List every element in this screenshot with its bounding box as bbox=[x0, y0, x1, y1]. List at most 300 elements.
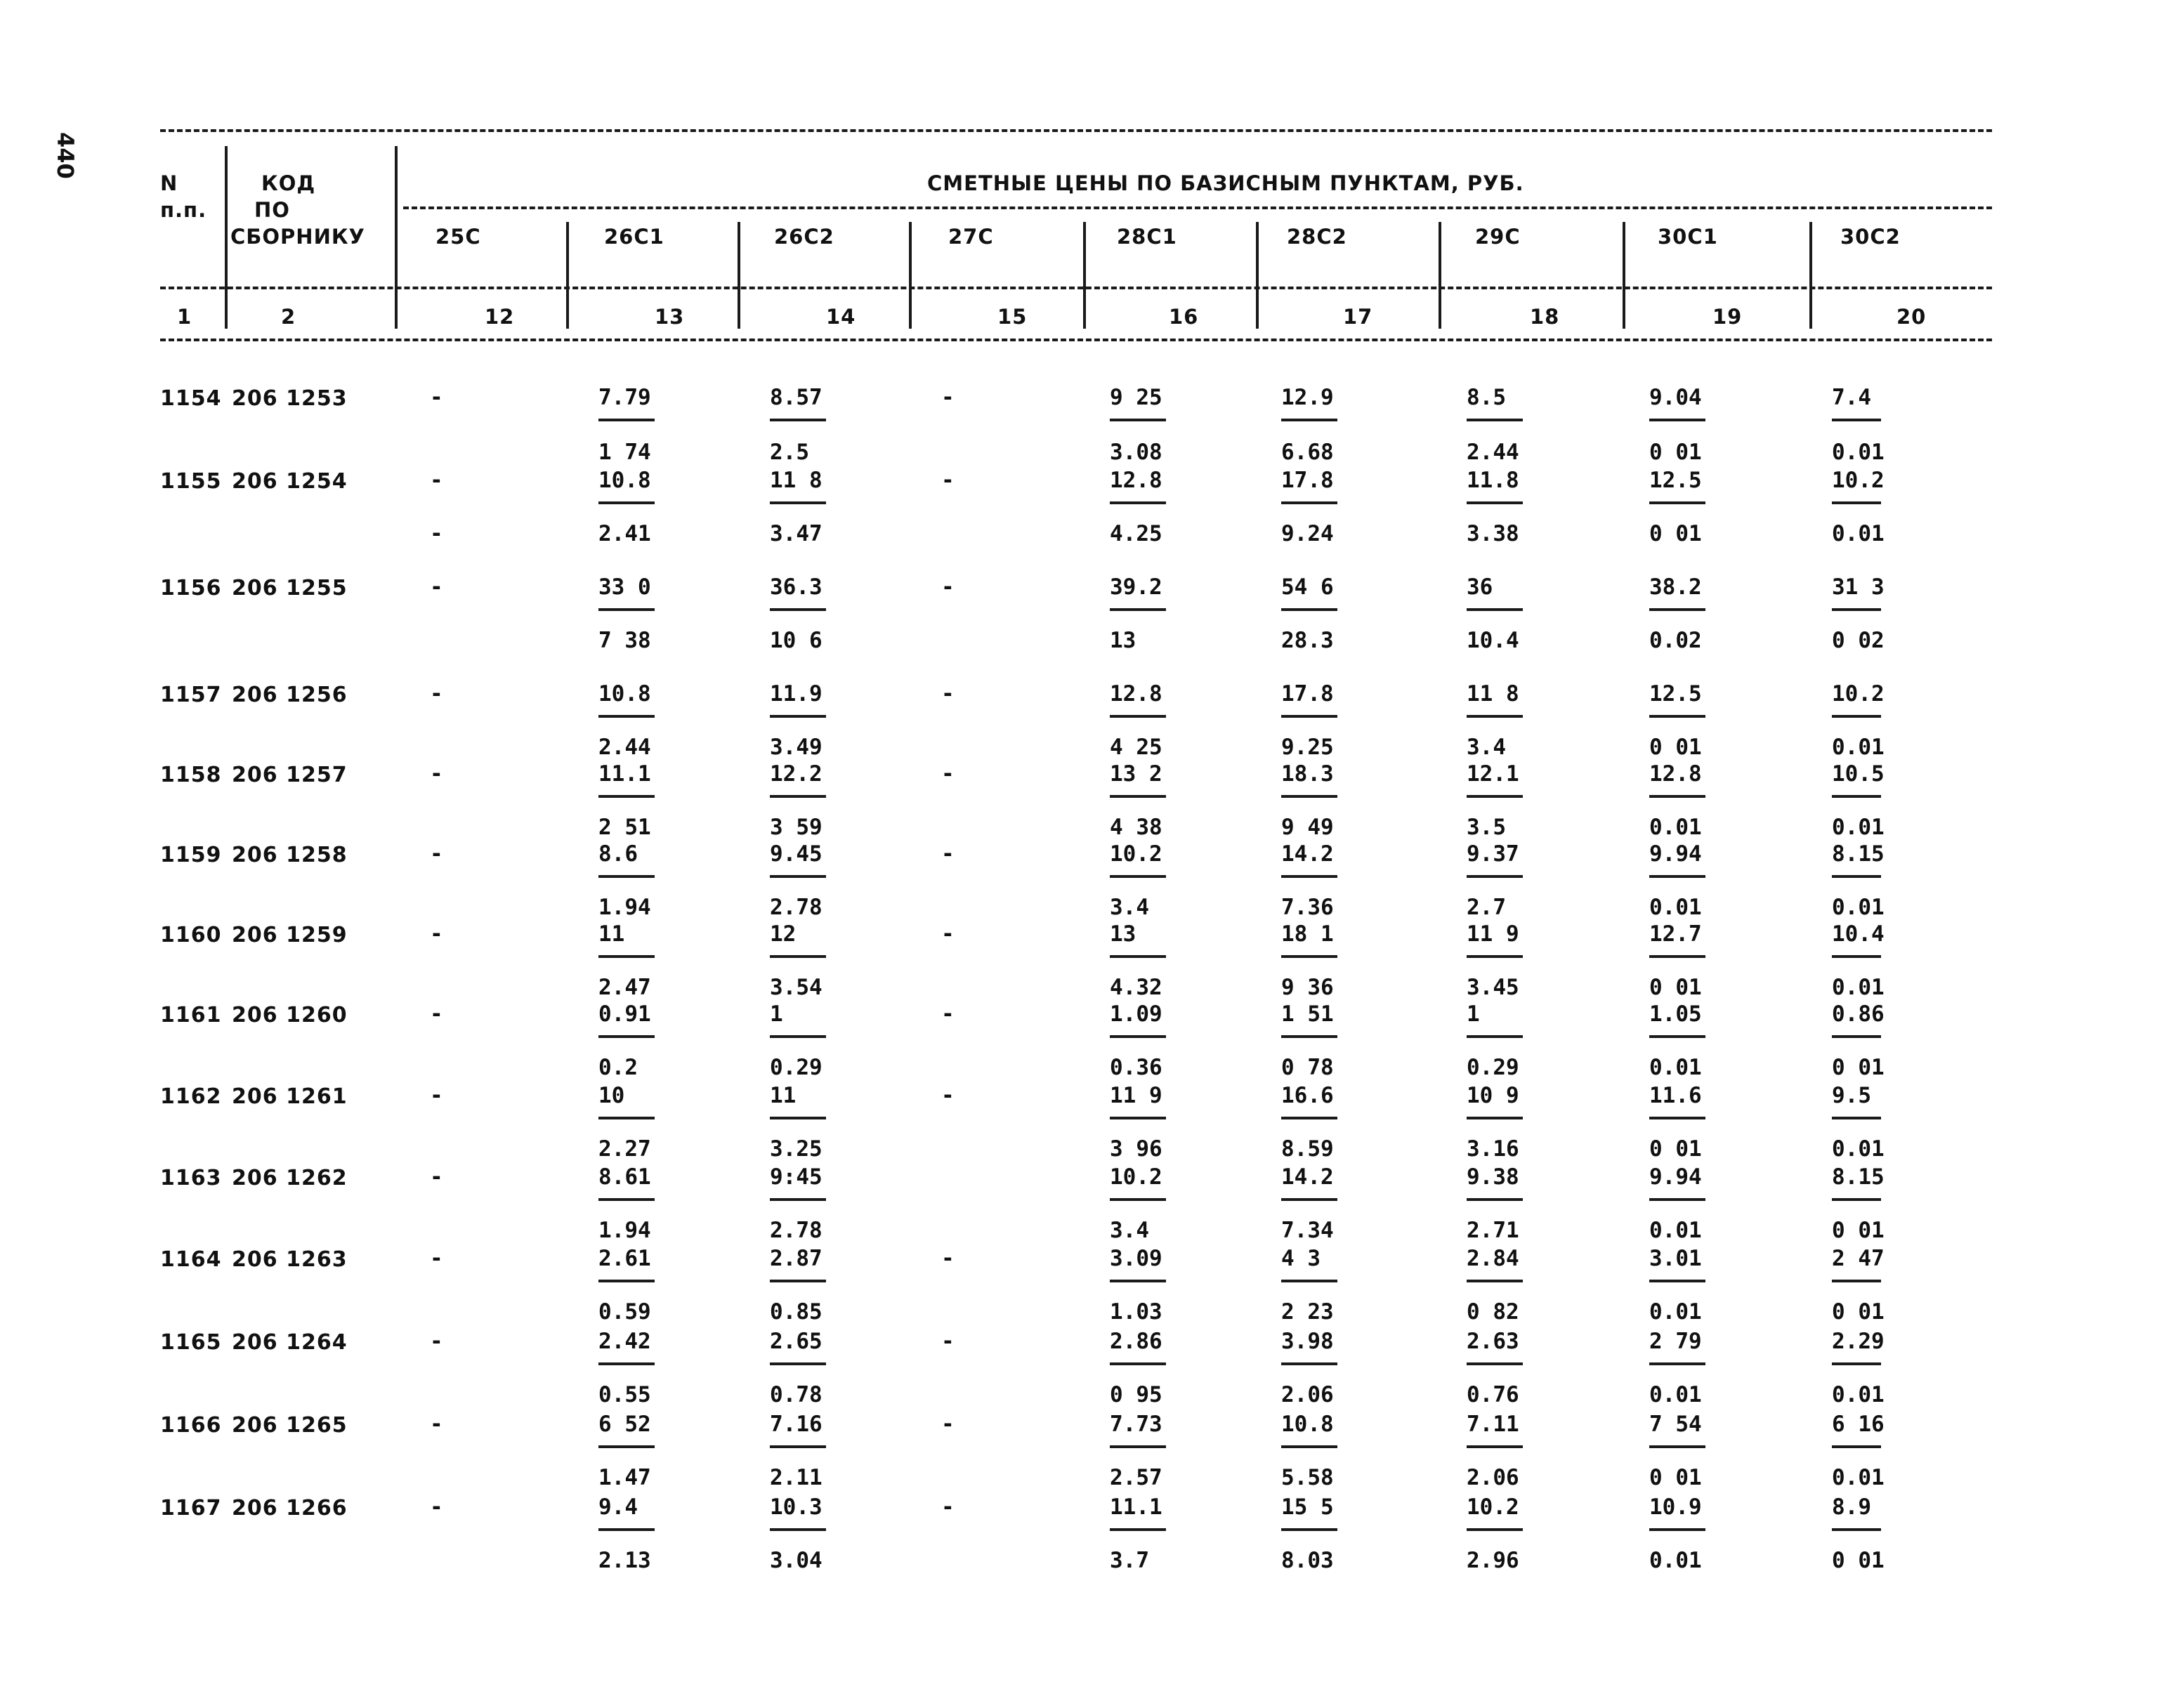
kod-label: КОД bbox=[261, 171, 316, 195]
column-divider bbox=[1623, 222, 1625, 329]
fraction-line bbox=[770, 1528, 826, 1531]
denominator-value: 2.78 bbox=[770, 895, 823, 920]
fraction-line bbox=[1467, 501, 1523, 504]
row-number: 1167 bbox=[160, 1496, 222, 1520]
fraction-line bbox=[1467, 1117, 1523, 1119]
fraction-line bbox=[1467, 1035, 1523, 1038]
fraction-line bbox=[1467, 419, 1523, 421]
fraction-line bbox=[1832, 608, 1881, 611]
fraction-line bbox=[598, 1362, 655, 1365]
column-header: 26С1 bbox=[604, 225, 664, 249]
numerator-value: 2.61 bbox=[598, 1246, 651, 1271]
dash-27c: - bbox=[941, 1412, 955, 1437]
denominator-value: 7.36 bbox=[1281, 895, 1334, 920]
denominator-value: 9 36 bbox=[1281, 975, 1334, 1000]
fraction-line bbox=[598, 875, 655, 878]
fraction-line bbox=[1281, 1280, 1337, 1282]
denominator-value: 0.01 bbox=[1649, 1055, 1702, 1080]
denominator-value: 0.02 bbox=[1649, 628, 1702, 653]
numerator-value: 33 0 bbox=[598, 574, 651, 600]
n-label: N bbox=[160, 171, 178, 195]
dash-27c: - bbox=[941, 1494, 955, 1520]
denominator-value: 2.47 bbox=[598, 975, 651, 1000]
fraction-line bbox=[1832, 875, 1881, 878]
row-number: 1160 bbox=[160, 923, 222, 947]
fraction-line bbox=[770, 795, 826, 798]
column-header: 29С bbox=[1475, 225, 1521, 249]
fraction-line bbox=[1649, 1362, 1705, 1365]
denominator-value: 3.47 bbox=[770, 521, 823, 546]
row-number: 1162 bbox=[160, 1084, 222, 1109]
dash-27c: - bbox=[941, 1246, 955, 1271]
fraction-line bbox=[770, 1445, 826, 1448]
numerator-value: 11.1 bbox=[598, 761, 651, 787]
numerator-value: 10.2 bbox=[1467, 1494, 1519, 1520]
row-number: 1155 bbox=[160, 469, 222, 494]
row-code: 206 1264 bbox=[232, 1330, 348, 1355]
numerator-value: 10 9 bbox=[1467, 1083, 1519, 1108]
numerator-value: 10.2 bbox=[1110, 841, 1162, 867]
numerator-value: 13 bbox=[1110, 921, 1136, 947]
numerator-value: 2 79 bbox=[1649, 1329, 1702, 1354]
numerator-value: 10 bbox=[598, 1083, 625, 1108]
fraction-line bbox=[1467, 715, 1523, 718]
row-code: 206 1259 bbox=[232, 923, 348, 947]
fraction-line bbox=[598, 1528, 655, 1531]
numerator-value: 36 bbox=[1467, 574, 1493, 600]
fraction-line bbox=[1832, 715, 1881, 718]
fraction-line bbox=[598, 1445, 655, 1448]
row-number: 1159 bbox=[160, 843, 222, 867]
numerator-value: 8.6 bbox=[598, 841, 638, 867]
fraction-line bbox=[770, 875, 826, 878]
denominator-value: 9.25 bbox=[1281, 735, 1334, 760]
column-divider bbox=[1083, 222, 1086, 329]
denominator-value: 2.7 bbox=[1467, 895, 1506, 920]
fraction-line bbox=[1281, 955, 1337, 958]
fraction-line bbox=[1110, 1528, 1166, 1531]
denominator-value: 3.04 bbox=[770, 1548, 823, 1573]
numerator-value: 6 16 bbox=[1832, 1412, 1885, 1437]
dash-25c: - bbox=[430, 385, 443, 410]
numerator-value: 10.2 bbox=[1832, 468, 1885, 493]
fraction-line bbox=[1110, 955, 1166, 958]
fraction-line bbox=[1832, 1280, 1881, 1282]
numerator-value: 11.6 bbox=[1649, 1083, 1702, 1108]
denominator-value: 3.25 bbox=[770, 1136, 823, 1162]
row-code: 206 1266 bbox=[232, 1496, 348, 1520]
numerator-value: 11 8 bbox=[1467, 681, 1519, 707]
denominator-value: 0.01 bbox=[1832, 975, 1885, 1000]
row-number: 1165 bbox=[160, 1330, 222, 1355]
row-code: 206 1263 bbox=[232, 1247, 348, 1272]
numerator-value: 12.1 bbox=[1467, 761, 1519, 787]
denominator-value: 3.5 bbox=[1467, 815, 1506, 840]
numerator-value: 7.79 bbox=[598, 385, 651, 410]
denominator-value: 0.29 bbox=[770, 1055, 823, 1080]
denominator-value: 0.01 bbox=[1649, 895, 1702, 920]
numerator-value: 2 47 bbox=[1832, 1246, 1885, 1271]
denominator-value: 0.01 bbox=[1832, 521, 1885, 546]
fraction-line bbox=[1467, 1528, 1523, 1531]
fraction-line bbox=[1110, 795, 1166, 798]
denominator-value: 3.08 bbox=[1110, 440, 1162, 465]
fraction-line bbox=[1649, 1445, 1705, 1448]
fraction-line bbox=[1110, 875, 1166, 878]
column-header: 30С1 bbox=[1658, 225, 1718, 249]
denominator-value: 3.4 bbox=[1110, 1218, 1149, 1243]
denominator-value: 0.01 bbox=[1649, 815, 1702, 840]
denominator-value: 2 23 bbox=[1281, 1299, 1334, 1325]
denominator-value: 1.94 bbox=[598, 895, 651, 920]
numerator-value: 12 bbox=[770, 921, 797, 947]
column-number: 18 bbox=[1530, 305, 1560, 329]
denominator-value: 0.76 bbox=[1467, 1382, 1519, 1407]
row-code: 206 1258 bbox=[232, 843, 348, 867]
denominator-value: 0.01 bbox=[1832, 1465, 1885, 1490]
fraction-line bbox=[1832, 1362, 1881, 1365]
fraction-line bbox=[1110, 501, 1166, 504]
column-divider bbox=[566, 222, 569, 329]
column-header: 28С2 bbox=[1287, 225, 1347, 249]
numerator-value: 0.91 bbox=[598, 1001, 651, 1027]
numerator-value: 12.8 bbox=[1649, 761, 1702, 787]
numerator-value: 1 51 bbox=[1281, 1001, 1334, 1027]
fraction-line bbox=[598, 501, 655, 504]
denominator-value: 3.4 bbox=[1467, 735, 1506, 760]
pp-label: п.п. bbox=[160, 198, 207, 222]
numerator-value: 9.94 bbox=[1649, 841, 1702, 867]
column-header: 30С2 bbox=[1840, 225, 1901, 249]
column-header: 27С bbox=[948, 225, 994, 249]
numerator-value: 8.15 bbox=[1832, 841, 1885, 867]
dash-25c-bottom: - bbox=[430, 521, 443, 546]
numerator-value: 8.57 bbox=[770, 385, 823, 410]
column-divider bbox=[738, 222, 740, 329]
fraction-line bbox=[1281, 608, 1337, 611]
denominator-value: 5.58 bbox=[1281, 1465, 1334, 1490]
numerator-value: 2.65 bbox=[770, 1329, 823, 1354]
denominator-value: 2.13 bbox=[598, 1548, 651, 1573]
denominator-value: 2.06 bbox=[1281, 1382, 1334, 1407]
dash-25c: - bbox=[430, 841, 443, 867]
numerator-value: 16.6 bbox=[1281, 1083, 1334, 1108]
header-mid-rule bbox=[160, 287, 1992, 289]
fraction-line bbox=[1467, 608, 1523, 611]
row-number: 1156 bbox=[160, 576, 222, 600]
column-number: 19 bbox=[1712, 305, 1743, 329]
denominator-value: 0.01 bbox=[1832, 735, 1885, 760]
denominator-value: 0 01 bbox=[1649, 975, 1702, 1000]
numerator-value: 3.01 bbox=[1649, 1246, 1702, 1271]
fraction-line bbox=[1649, 955, 1705, 958]
denominator-value: 0 01 bbox=[1649, 1136, 1702, 1162]
fraction-line bbox=[1281, 501, 1337, 504]
fraction-line bbox=[1110, 419, 1166, 421]
denominator-value: 3.54 bbox=[770, 975, 823, 1000]
fraction-line bbox=[770, 501, 826, 504]
denominator-value: 0.01 bbox=[1649, 1548, 1702, 1573]
row-code: 206 1257 bbox=[232, 763, 348, 787]
column-number: 20 bbox=[1896, 305, 1927, 329]
fraction-line bbox=[1832, 795, 1881, 798]
fraction-line bbox=[1110, 1035, 1166, 1038]
fraction-line bbox=[1110, 608, 1166, 611]
numerator-value: 7.11 bbox=[1467, 1412, 1519, 1437]
row-code: 206 1254 bbox=[232, 469, 348, 494]
denominator-value: 0 01 bbox=[1649, 1465, 1702, 1490]
header-divider bbox=[225, 146, 228, 329]
dash-27c: - bbox=[941, 385, 955, 410]
numerator-value: 9.45 bbox=[770, 841, 823, 867]
fraction-line bbox=[1649, 1280, 1705, 1282]
numerator-value: 17.8 bbox=[1281, 468, 1334, 493]
row-number: 1154 bbox=[160, 386, 222, 411]
numerator-value: 54 6 bbox=[1281, 574, 1334, 600]
fraction-line bbox=[1281, 419, 1337, 421]
fraction-line bbox=[1832, 501, 1881, 504]
fraction-line bbox=[598, 1117, 655, 1119]
fraction-line bbox=[1649, 419, 1705, 421]
denominator-value: 2.44 bbox=[1467, 440, 1519, 465]
numerator-value: 39.2 bbox=[1110, 574, 1162, 600]
denominator-value: 4.32 bbox=[1110, 975, 1162, 1000]
fraction-line bbox=[1649, 501, 1705, 504]
header-divider bbox=[395, 146, 398, 329]
denominator-value: 2.78 bbox=[770, 1218, 823, 1243]
column-number: 13 bbox=[655, 305, 685, 329]
denominator-value: 0 02 bbox=[1832, 628, 1885, 653]
dash-25c: - bbox=[430, 1246, 443, 1271]
numerator-value: 14.2 bbox=[1281, 1164, 1334, 1190]
numerator-value: 7.16 bbox=[770, 1412, 823, 1437]
denominator-value: 2.71 bbox=[1467, 1218, 1519, 1243]
fraction-line bbox=[1281, 1362, 1337, 1365]
fraction-line bbox=[1649, 1528, 1705, 1531]
fraction-line bbox=[1281, 1528, 1337, 1531]
row-number: 1163 bbox=[160, 1166, 222, 1190]
denominator-value: 9.24 bbox=[1281, 521, 1334, 546]
denominator-value: 2 51 bbox=[598, 815, 651, 840]
numerator-value: 38.2 bbox=[1649, 574, 1702, 600]
fraction-line bbox=[1110, 1198, 1166, 1201]
numerator-value: 15 5 bbox=[1281, 1494, 1334, 1520]
fraction-line bbox=[1649, 1117, 1705, 1119]
denominator-value: 1.94 bbox=[598, 1218, 651, 1243]
numerator-value: 2.63 bbox=[1467, 1329, 1519, 1354]
dash-27c: - bbox=[941, 841, 955, 867]
fraction-line bbox=[598, 419, 655, 421]
denominator-value: 0 82 bbox=[1467, 1299, 1519, 1325]
numerator-value: 12.7 bbox=[1649, 921, 1702, 947]
numerator-value: 18.3 bbox=[1281, 761, 1334, 787]
fraction-line bbox=[1649, 1198, 1705, 1201]
denominator-value: 0 95 bbox=[1110, 1382, 1162, 1407]
column-number: 2 bbox=[281, 305, 296, 329]
row-code: 206 1261 bbox=[232, 1084, 348, 1109]
denominator-value: 2.57 bbox=[1110, 1465, 1162, 1490]
column-number: 12 bbox=[485, 305, 515, 329]
denominator-value: 1.47 bbox=[598, 1465, 651, 1490]
denominator-value: 0.01 bbox=[1832, 815, 1885, 840]
denominator-value: 0.01 bbox=[1649, 1218, 1702, 1243]
dash-25c: - bbox=[430, 1494, 443, 1520]
sbornik-label: СБОРНИКУ bbox=[230, 225, 365, 249]
numerator-value: 36.3 bbox=[770, 574, 823, 600]
numerator-value: 18 1 bbox=[1281, 921, 1334, 947]
numerator-value: 4 3 bbox=[1281, 1246, 1321, 1271]
fraction-line bbox=[1281, 1198, 1337, 1201]
header-title-rule bbox=[403, 206, 1992, 209]
numerator-value: 2.29 bbox=[1832, 1329, 1885, 1354]
dash-25c: - bbox=[430, 1001, 443, 1027]
denominator-value: 0 01 bbox=[1832, 1055, 1885, 1080]
numerator-value: 10.3 bbox=[770, 1494, 823, 1520]
numerator-value: 10.8 bbox=[598, 468, 651, 493]
dash-27c: - bbox=[941, 761, 955, 787]
fraction-line bbox=[598, 1198, 655, 1201]
numerator-value: 14.2 bbox=[1281, 841, 1334, 867]
numerator-value: 11 bbox=[770, 1083, 797, 1108]
po-label: ПО bbox=[254, 198, 290, 222]
row-number: 1158 bbox=[160, 763, 222, 787]
denominator-value: 0.29 bbox=[1467, 1055, 1519, 1080]
numerator-value: 12.2 bbox=[770, 761, 823, 787]
fraction-line bbox=[1832, 1117, 1881, 1119]
denominator-value: 0.55 bbox=[598, 1382, 651, 1407]
denominator-value: 3.16 bbox=[1467, 1136, 1519, 1162]
denominator-value: 2.96 bbox=[1467, 1548, 1519, 1573]
numerator-value: 6 52 bbox=[598, 1412, 651, 1437]
fraction-line bbox=[770, 1198, 826, 1201]
dash-25c: - bbox=[430, 1412, 443, 1437]
numerator-value: 10.8 bbox=[1281, 1412, 1334, 1437]
header-title: СМЕТНЫЕ ЦЕНЫ ПО БАЗИСНЫМ ПУНКТАМ, РУБ. bbox=[927, 171, 1524, 195]
numerator-value: 12.5 bbox=[1649, 468, 1702, 493]
fraction-line bbox=[1832, 1035, 1881, 1038]
fraction-line bbox=[1281, 1117, 1337, 1119]
fraction-line bbox=[770, 1362, 826, 1365]
denominator-value: 4 25 bbox=[1110, 735, 1162, 760]
header-bottom-rule bbox=[160, 339, 1992, 341]
denominator-value: 0.78 bbox=[770, 1382, 823, 1407]
numerator-value: 11.8 bbox=[1467, 468, 1519, 493]
fraction-line bbox=[1281, 875, 1337, 878]
row-code: 206 1256 bbox=[232, 683, 348, 707]
column-divider bbox=[1439, 222, 1441, 329]
dash-25c: - bbox=[430, 1164, 443, 1190]
numerator-value: 8.15 bbox=[1832, 1164, 1885, 1190]
denominator-value: 0 01 bbox=[1649, 735, 1702, 760]
numerator-value: 9:45 bbox=[770, 1164, 823, 1190]
column-header: 25С bbox=[435, 225, 481, 249]
fraction-line bbox=[1649, 715, 1705, 718]
numerator-value: 8.61 bbox=[598, 1164, 651, 1190]
fraction-line bbox=[1649, 608, 1705, 611]
fraction-line bbox=[1467, 1445, 1523, 1448]
page-number: 440 bbox=[52, 132, 79, 179]
denominator-value: 3.38 bbox=[1467, 521, 1519, 546]
numerator-value: 10.2 bbox=[1110, 1164, 1162, 1190]
numerator-value: 1 bbox=[1467, 1001, 1480, 1027]
numerator-value: 8.5 bbox=[1467, 385, 1506, 410]
fraction-line bbox=[598, 715, 655, 718]
numerator-value: 9 25 bbox=[1110, 385, 1162, 410]
numerator-value: 12.5 bbox=[1649, 681, 1702, 707]
numerator-value: 3.09 bbox=[1110, 1246, 1162, 1271]
denominator-value: 0.01 bbox=[1832, 895, 1885, 920]
dash-25c: - bbox=[430, 468, 443, 493]
row-number: 1157 bbox=[160, 683, 222, 707]
numerator-value: 1.05 bbox=[1649, 1001, 1702, 1027]
column-number: 16 bbox=[1169, 305, 1199, 329]
numerator-value: 9.94 bbox=[1649, 1164, 1702, 1190]
numerator-value: 1 bbox=[770, 1001, 783, 1027]
numerator-value: 11.1 bbox=[1110, 1494, 1162, 1520]
fraction-line bbox=[1110, 1280, 1166, 1282]
numerator-value: 2.87 bbox=[770, 1246, 823, 1271]
fraction-line bbox=[1281, 1035, 1337, 1038]
denominator-value: 0 01 bbox=[1649, 440, 1702, 465]
fraction-line bbox=[1649, 875, 1705, 878]
denominator-value: 3.7 bbox=[1110, 1548, 1149, 1573]
numerator-value: 11 8 bbox=[770, 468, 823, 493]
numerator-value: 10.4 bbox=[1832, 921, 1885, 947]
denominator-value: 0.01 bbox=[1832, 440, 1885, 465]
numerator-value: 9.37 bbox=[1467, 841, 1519, 867]
dash-27c: - bbox=[941, 574, 955, 600]
dash-25c: - bbox=[430, 761, 443, 787]
fraction-line bbox=[1832, 1198, 1881, 1201]
denominator-value: 3.49 bbox=[770, 735, 823, 760]
column-divider bbox=[1809, 222, 1812, 329]
denominator-value: 2.5 bbox=[770, 440, 809, 465]
fraction-line bbox=[770, 1280, 826, 1282]
fraction-line bbox=[1110, 715, 1166, 718]
row-number: 1166 bbox=[160, 1413, 222, 1438]
numerator-value: 17.8 bbox=[1281, 681, 1334, 707]
row-code: 206 1260 bbox=[232, 1003, 348, 1027]
numerator-value: 7 54 bbox=[1649, 1412, 1702, 1437]
numerator-value: 3.98 bbox=[1281, 1329, 1334, 1354]
dash-25c: - bbox=[430, 681, 443, 707]
denominator-value: 28.3 bbox=[1281, 628, 1334, 653]
fraction-line bbox=[770, 1035, 826, 1038]
fraction-line bbox=[1110, 1117, 1166, 1119]
fraction-line bbox=[598, 795, 655, 798]
denominator-value: 1 74 bbox=[598, 440, 651, 465]
fraction-line bbox=[770, 955, 826, 958]
fraction-line bbox=[1832, 1528, 1881, 1531]
denominator-value: 0.01 bbox=[1832, 1136, 1885, 1162]
fraction-line bbox=[770, 715, 826, 718]
denominator-value: 3.4 bbox=[1110, 895, 1149, 920]
denominator-value: 2.44 bbox=[598, 735, 651, 760]
numerator-value: 10.5 bbox=[1832, 761, 1885, 787]
numerator-value: 9.04 bbox=[1649, 385, 1702, 410]
fraction-line bbox=[1281, 715, 1337, 718]
fraction-line bbox=[1110, 1362, 1166, 1365]
numerator-value: 12.8 bbox=[1110, 681, 1162, 707]
row-number: 1161 bbox=[160, 1003, 222, 1027]
numerator-value: 13 2 bbox=[1110, 761, 1162, 787]
column-divider bbox=[909, 222, 912, 329]
denominator-value: 0.59 bbox=[598, 1299, 651, 1325]
dash-27c: - bbox=[941, 468, 955, 493]
column-number: 15 bbox=[997, 305, 1028, 329]
denominator-value: 2.27 bbox=[598, 1136, 651, 1162]
fraction-line bbox=[1832, 955, 1881, 958]
